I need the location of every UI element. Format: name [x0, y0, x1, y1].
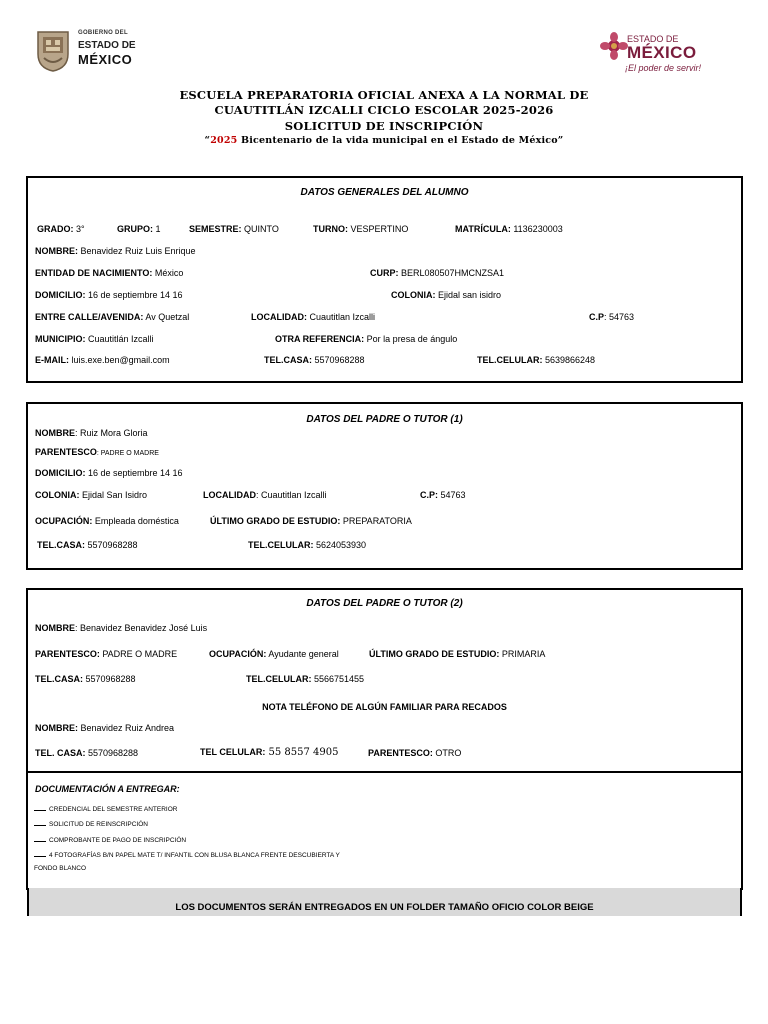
logo-text-line3: MÉXICO	[78, 52, 133, 67]
tel-casa-field: TEL.CASA: 5570968288	[264, 355, 365, 365]
turno-field: TURNO: VESPERTINO	[313, 224, 409, 234]
doc-item-3: COMPROBANTE DE PAGO DE INSCRIPCIÓN	[34, 837, 186, 844]
tutor1-localidad-field: LOCALIDAD: Cuautitlan Izcalli	[203, 490, 327, 500]
otra-referencia-field: OTRA REFERENCIA: Por la presa de ángulo	[275, 334, 458, 344]
caption-rest: Bicentenario de la vida municipal en el Estado de México”	[237, 135, 564, 146]
tutor1-ocupacion-field: OCUPACIÓN: Empleada doméstica	[35, 516, 179, 526]
tutor2-section	[26, 588, 743, 773]
tutor2-tel-celular-field: TEL.CELULAR: 5566751455	[246, 674, 365, 684]
tutor2-parentesco-field: PARENTESCO: PADRE O MADRE	[35, 649, 178, 659]
doc-item-4-continued: FONDO BLANCO	[34, 865, 87, 872]
tutor1-colonia-field: COLONIA: Ejidal San Isidro	[35, 490, 148, 500]
logo-right-line2: MÉXICO	[627, 43, 697, 62]
logo-text-line2: ESTADO DE	[78, 40, 136, 51]
localidad-field: LOCALIDAD: Cuautitlan Izcalli	[251, 312, 376, 322]
cp-field: C.P: 54763	[589, 312, 635, 322]
municipio-field: MUNICIPIO: Cuautitlán Izcalli	[35, 334, 154, 344]
colonia-field: COLONIA: Ejidal san isidro	[391, 290, 502, 300]
student-section-title: DATOS GENERALES DEL ALUMNO	[300, 187, 469, 198]
logo-text-line1: GOBIERNO DEL	[78, 30, 128, 36]
documentation-section	[26, 771, 743, 890]
doc-item-2: SOLICITUD DE REINSCRIPCIÓN	[34, 821, 148, 828]
estado-mexico-logo	[600, 30, 720, 76]
gobierno-logo	[34, 28, 144, 76]
tutor1-section	[26, 402, 743, 570]
caption-year: 2025	[210, 135, 238, 146]
tutor1-section-title: DATOS DEL PADRE O TUTOR (1)	[306, 414, 463, 425]
quote-open: “	[204, 135, 211, 146]
tutor2-tel-casa-field: TEL.CASA: 5570968288	[35, 674, 136, 684]
flower-icon	[600, 32, 628, 62]
tel-celular-field: TEL.CELULAR: 5639866248	[477, 355, 596, 365]
school-name-line2: CUAUTITLÁN IZCALLI CICLO ESCOLAR 2025-2026	[214, 103, 554, 117]
email-field: E-MAIL: luis.exe.ben@gmail.com	[35, 355, 170, 365]
familiar-tel-casa-field: TEL. CASA: 5570968288	[35, 748, 139, 758]
familiar-tel-celular-field: TEL CELULAR: 55 8557 4905	[200, 747, 339, 758]
tutor1-domicilio-field: DOMICILIO: 16 de septiembre 14 16	[35, 468, 183, 478]
tutor1-grado-estudio-field: ÚLTIMO GRADO DE ESTUDIO: PREPARATORIA	[210, 516, 412, 526]
logo-right-line1: ESTADO DE	[627, 34, 679, 44]
tutor1-tel-celular-field: TEL.CELULAR: 5624053930	[248, 540, 367, 550]
tutor1-cp-field: C.P: 54763	[420, 490, 466, 500]
folder-note-text: LOS DOCUMENTOS SERÁN ENTREGADOS EN UN FOLDER TAMAÑO OFICIO COLOR BEIGE	[175, 902, 594, 913]
entre-calle-field: ENTRE CALLE/AVENIDA: Av Quetzal	[35, 312, 190, 322]
grupo-field: GRUPO: 1	[117, 224, 161, 234]
nombre-field: NOMBRE: Benavidez Ruiz Luis Enrique	[35, 246, 196, 256]
doc-item-4: 4 FOTOGRAFÍAS B/N PAPEL MATE T/ INFANTIL CON BLUSA BLANCA FRENTE DESCUBIERTA Y	[34, 852, 340, 859]
grado-field: GRADO: 3°	[37, 224, 85, 234]
student-section	[26, 176, 743, 383]
tutor1-tel-casa-field: TEL.CASA: 5570968288	[37, 540, 138, 550]
tutor2-nombre-field: NOMBRE: Benavidez Benavidez José Luis	[35, 623, 208, 633]
entidad-field: ENTIDAD DE NACIMIENTO: México	[35, 268, 184, 278]
familiar-nombre-field: NOMBRE: Benavidez Ruiz Andrea	[35, 723, 175, 733]
recados-note: NOTA TELÉFONO DE ALGÚN FAMILIAR PARA RECADOS	[262, 702, 507, 712]
familiar-parentesco-field: PARENTESCO: OTRO	[368, 748, 462, 758]
curp-field: CURP: BERL080507HMCNZSA1	[370, 268, 505, 278]
logo-right-slogan: ¡El poder de servir!	[625, 63, 702, 73]
tutor2-section-title: DATOS DEL PADRE O TUTOR (2)	[306, 598, 463, 609]
tutor1-parentesco-field: PARENTESCO: PADRE O MADRE	[35, 447, 159, 457]
tutor2-ocupacion-field: OCUPACIÓN: Ayudante general	[209, 649, 339, 659]
matricula-field: MATRÍCULA: 1136230003	[455, 224, 563, 234]
bicentenario-caption	[0, 135, 768, 146]
semestre-field: SEMESTRE: QUINTO	[189, 224, 279, 234]
coat-of-arms-icon	[34, 28, 72, 72]
doc-item-1: CREDENCIAL DEL SEMESTRE ANTERIOR	[34, 806, 177, 813]
domicilio-field: DOMICILIO: 16 de septiembre 14 16	[35, 290, 183, 300]
folder-note-bar	[27, 888, 742, 916]
form-title: SOLICITUD DE INSCRIPCIÓN	[284, 119, 484, 133]
documentation-title: DOCUMENTACIÓN A ENTREGAR:	[35, 784, 180, 794]
tutor1-nombre-field: NOMBRE: Ruiz Mora Gloria	[35, 428, 148, 438]
school-name-line1: ESCUELA PREPARATORIA OFICIAL ANEXA A LA NORMAL DE	[179, 88, 589, 102]
tutor2-grado-estudio-field: ÚLTIMO GRADO DE ESTUDIO: PRIMARIA	[369, 649, 546, 659]
